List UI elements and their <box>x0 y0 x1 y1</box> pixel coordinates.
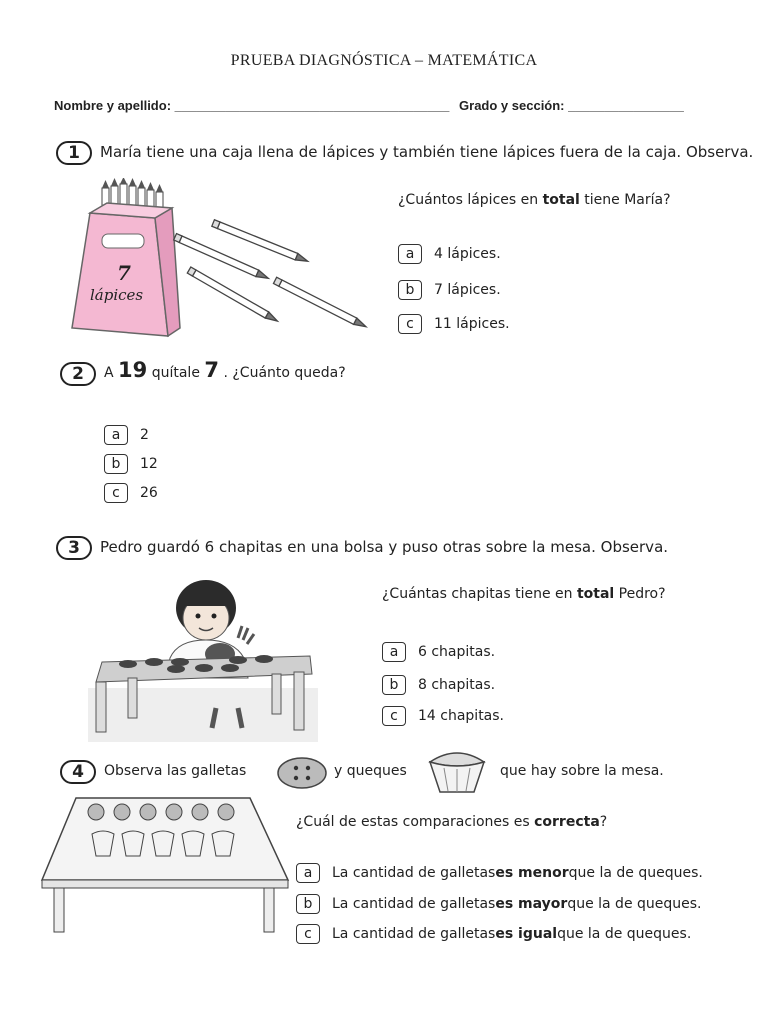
question-3-number: 3 <box>56 536 92 560</box>
cookies-cupcakes-table-illustration <box>40 794 290 934</box>
question-1-option-b[interactable]: b 7 lápices. <box>398 280 501 300</box>
question-4-part1: Observa las galletas <box>104 763 247 779</box>
option-letter[interactable]: c <box>398 314 422 334</box>
pencil-box-illustration <box>60 178 380 346</box>
page-title: PRUEBA DIAGNÓSTICA – MATEMÁTICA <box>230 52 538 69</box>
grade-field[interactable]: ________________ <box>568 98 684 113</box>
question-3-option-c[interactable]: c 14 chapitas. <box>382 706 504 726</box>
question-3-option-b[interactable]: b 8 chapitas. <box>382 675 495 695</box>
boy-at-table-illustration <box>88 578 318 742</box>
question-3-option-a[interactable]: a 6 chapitas. <box>382 642 495 662</box>
name-field[interactable]: ______________________________________ <box>174 98 450 113</box>
option-letter[interactable]: a <box>104 425 128 445</box>
question-2-option-b[interactable]: b 12 <box>104 454 158 474</box>
question-2-option-a[interactable]: a 2 <box>104 425 149 445</box>
option-letter[interactable]: b <box>398 280 422 300</box>
question-2-option-c[interactable]: c 26 <box>104 483 158 503</box>
question-2-number: 2 <box>60 362 96 386</box>
option-letter[interactable]: a <box>296 863 320 883</box>
question-4-option-a[interactable]: a La cantidad de galletas es menor que la de queques. <box>296 863 703 883</box>
question-4-part3: que hay sobre la mesa. <box>500 763 664 779</box>
option-letter[interactable]: b <box>104 454 128 474</box>
question-4-part2: y queques <box>334 763 407 779</box>
box-number: 7 <box>117 261 131 285</box>
cupcake-icon <box>426 748 488 794</box>
question-1-number: 1 <box>56 141 92 165</box>
question-4-option-b[interactable]: b La cantidad de galletas es mayor que la de queques. <box>296 894 702 914</box>
question-4-option-c[interactable]: c La cantidad de galletas es igual que la de queques. <box>296 924 691 944</box>
question-2-statement: A 19 quítale 7 . ¿Cuánto queda? <box>104 358 346 382</box>
option-letter[interactable]: c <box>104 483 128 503</box>
option-letter[interactable]: b <box>382 675 406 695</box>
question-3-prompt: ¿Cuántas chapitas tiene en total Pedro? <box>382 586 666 602</box>
student-info-row <box>54 98 684 113</box>
question-4-prompt: ¿Cuál de estas comparaciones es correcta? <box>296 814 608 830</box>
question-4-number: 4 <box>60 760 96 784</box>
box-label: lápices <box>90 286 144 304</box>
grade-label: Grado y sección: <box>459 98 565 113</box>
option-letter[interactable]: a <box>398 244 422 264</box>
question-1-option-a[interactable]: a 4 lápices. <box>398 244 501 264</box>
question-1-option-c[interactable]: c 11 lápices. <box>398 314 510 334</box>
question-1-statement: María tiene una caja llena de lápices y también tiene lápices fuera de la caja. Observa. <box>100 143 754 161</box>
option-letter[interactable]: b <box>296 894 320 914</box>
option-letter[interactable]: c <box>296 924 320 944</box>
option-letter[interactable]: a <box>382 642 406 662</box>
question-3-statement: Pedro guardó 6 chapitas en una bolsa y puso otras sobre la mesa. Observa. <box>100 538 669 556</box>
cookie-icon <box>276 756 328 790</box>
option-letter[interactable]: c <box>382 706 406 726</box>
name-label: Nombre y apellido: <box>54 98 172 113</box>
question-1-prompt: ¿Cuántos lápices en total tiene María? <box>398 192 671 208</box>
